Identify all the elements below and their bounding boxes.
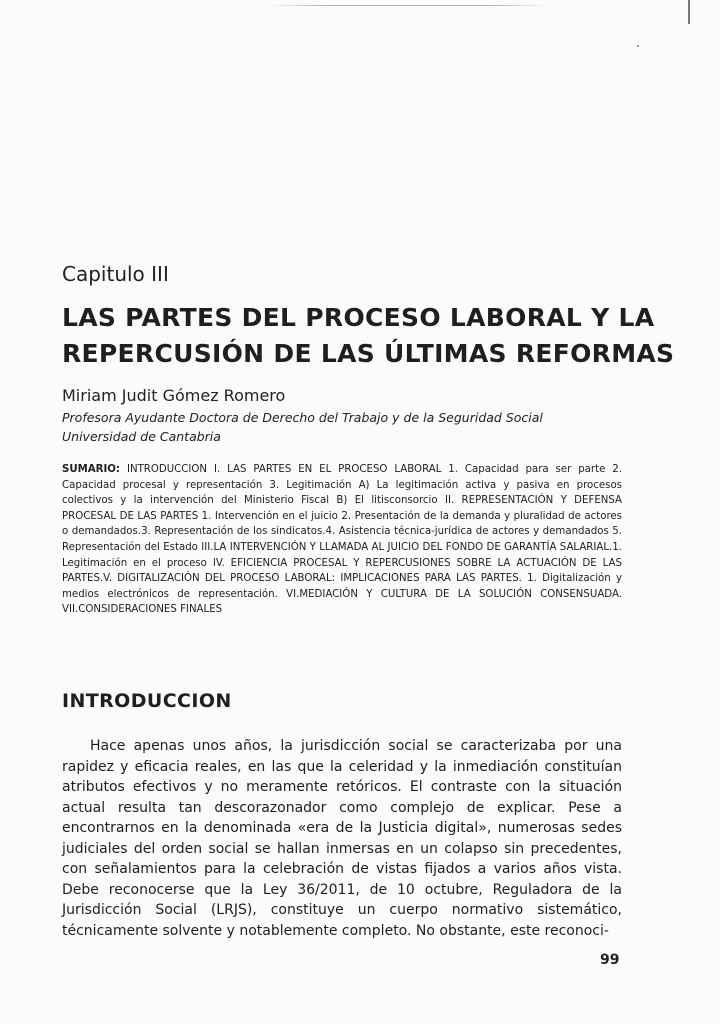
page-number: 99 <box>600 952 620 968</box>
author-position: Profesora Ayudante Doctora de Derecho del Trabajo y de la Seguridad Social <box>62 410 543 425</box>
scan-artifact-top-line <box>268 5 548 6</box>
section-heading: INTRODUCCION <box>62 690 232 712</box>
chapter-title <box>62 300 675 372</box>
summary-label: SUMARIO: <box>62 464 121 475</box>
body-paragraph: Hace apenas unos años, la jurisdicción social se caracterizaba por una rapidez y eficacia reales, en las que la celeridad y la inmediación constituían atributos efectivos y no meramente retóricos. El contraste con la situación actual resulta tan descorazonador como complejo de explicar. Pese a encontrarnos en la denominada «era de la Justicia digital», numerosas sedes judiciales del orden social se hallan inmersas en un colapso sin precedentes, con señalamientos para la celebración de vistas fijados a varios años vista. Debe reconocerse que la Ley 36/2011, de 10 octubre, Reguladora de la Jurisdicción Social (LRJS), constituye un cuerpo normativo sistemático, técnicamente solvente y notablemente completo. No obstante, este reconoci- <box>62 738 622 939</box>
author-name: Miriam Judit Gómez Romero <box>62 386 286 405</box>
chapter-label: Capitulo III <box>62 262 169 286</box>
summary <box>62 462 622 618</box>
chapter-title-line: LAS PARTES DEL PROCESO LABORAL Y LA <box>62 303 655 332</box>
summary-text: INTRODUCCION I. LAS PARTES EN EL PROCESO LABORAL 1. Capacidad para ser parte 2. Capacidad procesal y representación 3. Legitimación A) La legitimación activa y pasiva en procesos colectivos y la intervención del Ministerio Fiscal B) El litisconsorcio II. REPRESENTACIÓN Y DEFENSA PROCESAL DE LAS PARTES 1. Intervención en el juicio 2. Presentación de la demanda y pluralidad de actores o demandados.3. Representación de los sindicatos.4. Asistencia técnica-jurídica de actores y demandados 5. Representación del Estado III.LA INTERVENCIÓN Y LLAMADA AL JUICIO DEL FONDO DE GARANTÍA SALARIAL.1. Legitimación en el proceso IV. EFICIENCIA PROCESAL Y REPERCUSIONES SOBRE LA ACTUACIÓN DE LAS PARTES.V. DIGITALIZACIÓN DEL PROCESO LABORAL: IMPLICACIONES PARA LAS PARTES. 1. Digitalización y medios electrónicos de representación. VI.MEDIACIÓN Y CULTURA DE LA SOLUCIÓN CONSENSUADA. VII.CONSIDERACIONES FINALES <box>62 464 622 616</box>
scan-artifact-dot <box>637 45 639 47</box>
author-institution: Universidad de Cantabria <box>62 429 221 444</box>
chapter-title-line: REPERCUSIÓN DE LAS ÚLTIMAS REFORMAS <box>62 339 675 368</box>
author-affiliation <box>62 408 622 446</box>
scan-artifact-corner-mark <box>688 0 690 24</box>
